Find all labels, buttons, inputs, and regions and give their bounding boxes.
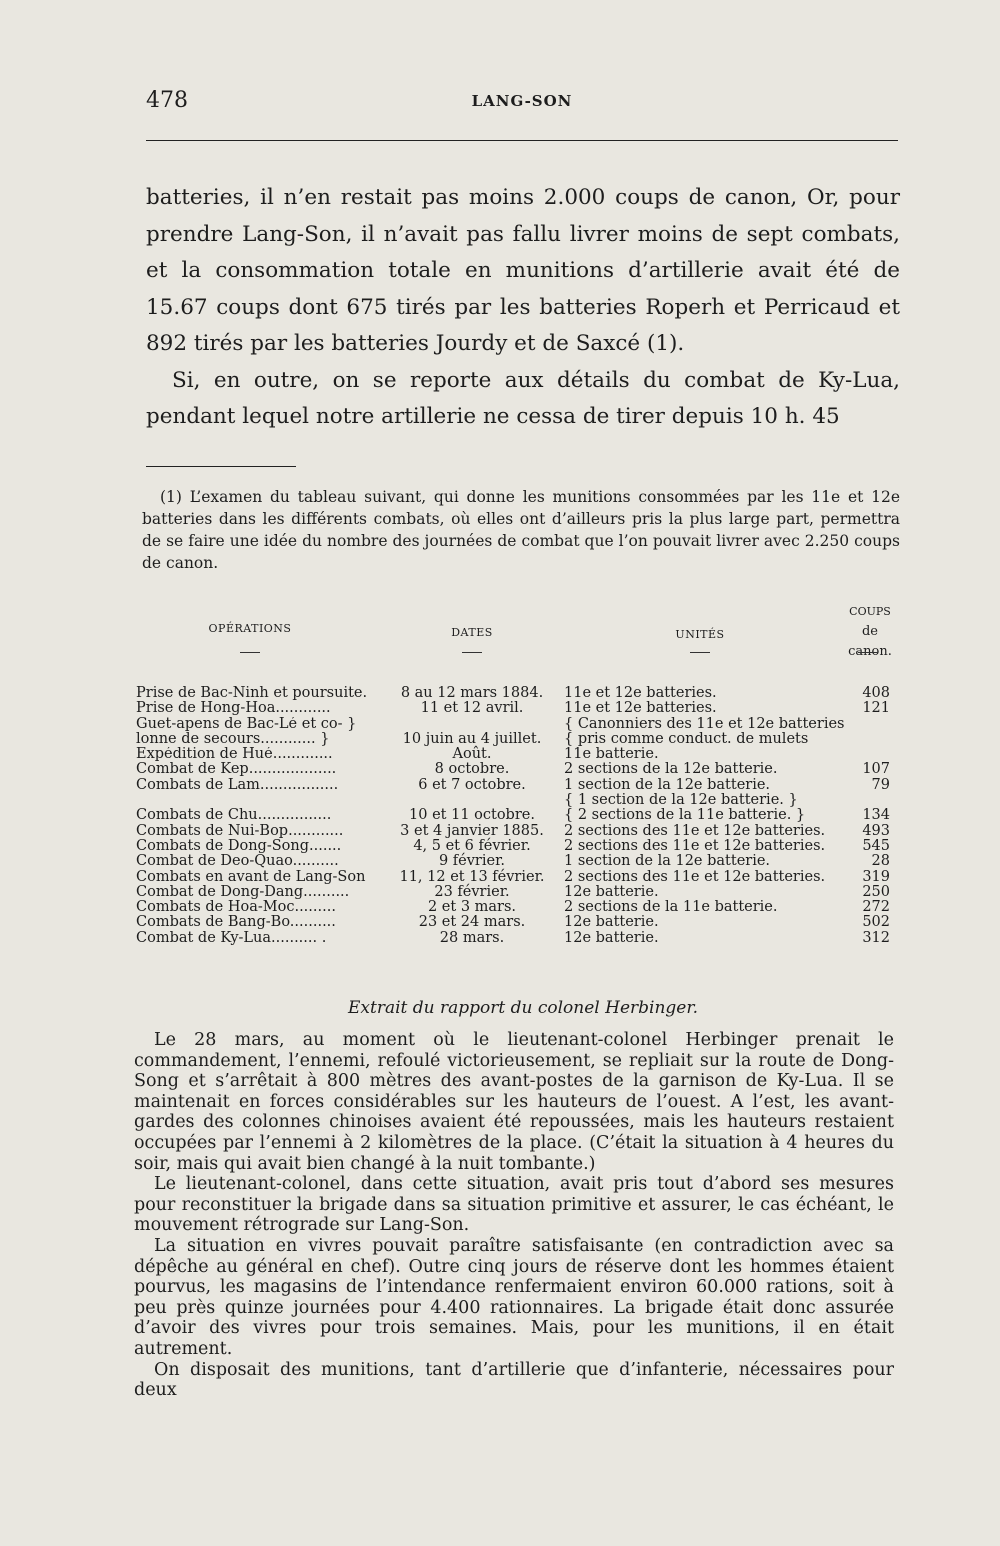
cell-date: 11, 12 et 13 février. [399,868,545,885]
cell-operation: Combats de Nui-Bop............ [136,823,344,839]
cell-operation: Combats de Lam................. [136,777,339,793]
header-coups-line3: canon. [848,644,892,659]
header-coups-line1: COUPS [849,605,891,618]
cell-unit: { pris comme conduct. de mulets [564,730,809,747]
cell-operation: lonne de secours............ } [136,731,330,747]
cell-operation: Prise de Hong-Hoa............ [136,701,331,717]
table-row [130,839,910,854]
cell-unit: { 1 section de la 12e batterie. } [564,792,798,809]
cell-date: 10 juin au 4 juillet. [402,730,542,747]
page-number: 478 [146,88,188,113]
header-rule [146,140,898,141]
column-dash [690,652,710,653]
table-row [130,885,910,900]
cell-unit: 2 sections de la 12e batterie. [564,761,778,778]
cell-coups: 272 [862,899,890,916]
cell-coups: 250 [862,883,890,900]
cell-date: 10 et 11 octobre. [409,807,535,824]
table-row [130,701,910,716]
column-dash [462,652,482,653]
extrait-paragraph: Le lieutenant-colonel, dans cette situation, avait pris tout d’abord ses mesures pour reconstituer la brigade dans sa situation primitive et assurer, le cas échéant, le mouvement rétrograde sur Lang-Son. [134,1174,894,1236]
cell-operation: Combats de Hoa-Moc......... [136,900,336,916]
cell-unit: 1 section de la 12e batterie. [564,776,771,793]
cell-unit: 2 sections des 11e et 12e batteries. [564,822,826,839]
footnote-text: (1) L’examen du tableau suivant, qui donne les munitions consommées par les 11e et 12e batteries dans les différents combats, où elles ont d’ailleurs pris la plus large part, permettra de se faire une idée du nombre des journées de combat que l’on pouvait livrer avec 2.250 coups de canon. [142,488,900,572]
table-row [130,824,910,839]
cell-operation: Combats de Dong-Song....... [136,838,342,854]
munitions-table [130,596,910,976]
main-text [146,180,900,436]
cell-date: 23 et 24 mars. [418,914,526,931]
extrait-title: Extrait du rapport du colonel Herbinger. [347,998,699,1018]
table-row [130,762,910,777]
cell-coups: 107 [862,761,890,778]
table-row [130,915,910,930]
cell-operation: Combats de Chu................ [136,808,332,824]
footnote [142,486,900,574]
table-row [130,793,910,808]
cell-operation: Combats en avant de Lang-Son [136,869,366,885]
cell-unit: 11e batterie. [564,746,659,763]
cell-operation: Combat de Deo-Quao.......... [136,854,339,870]
cell-date: 2 et 3 mars. [427,899,517,916]
cell-unit: 11e et 12e batteries. [564,700,717,717]
cell-coups: 408 [862,685,890,701]
paragraph: batteries, il n’en restait pas moins 2.000 coups de canon, Or, pour prendre Lang-Son, il n’avait pas fallu livrer moins de sept combats, et la consommation totale en munitions d’artillerie avait été de 15.67 coups dont 675 tirés par les batteries Roperh et Perricaud et 892 tirés par les batteries Jourdy et de Saxcé (1). [146,185,900,356]
table-row [130,870,910,885]
cell-date: Août. [452,746,492,763]
cell-operation: Combats de Bang-Bo.......... [136,915,336,931]
cell-date: 6 et 7 octobre. [418,776,526,793]
extrait-paragraph: Le 28 mars, au moment où le lieutenant-colonel Herbinger prenait le commandement, l’ennemi, refoulé victorieusement, se repliait sur la route de Dong-Song et s’arrêtait à 800 mètres des avant-postes de la garnison de Ky-Lua. Il se maintenait en forces considérables sur les hauteurs de l’ouest. A l’est, les avant-gardes des colonnes chinoises avaient été repoussées, mais les hauteurs restaient occupées par l’ennemi à 2 kilomètres de la place. (C’était la situation à 4 heures du soir, mais qui avait bien changé à la nuit tombante.) [134,1030,894,1174]
cell-date: 23 février. [434,883,510,900]
table-row [130,686,910,701]
cell-operation: Expédition de Hué............. [136,747,333,763]
table-row [130,808,910,823]
table-row [130,778,910,793]
table-row [130,732,910,747]
cell-unit: 1 section de la 12e batterie. [564,853,771,870]
extrait-text [134,1030,894,1401]
cell-coups: 134 [862,807,890,824]
extrait-paragraph: On disposait des munitions, tant d’artillerie que d’infanterie, nécessaires pour deux [134,1359,894,1401]
cell-date: 3 et 4 janvier 1885. [400,822,544,839]
header-operations: OPÉRATIONS [208,622,292,635]
cell-operation: Guet-apens de Bac-Lé et co- } [136,716,357,732]
cell-date: 8 octobre. [434,761,510,778]
cell-date: 9 février. [438,853,506,870]
cell-operation: Combat de Kep................... [136,762,337,778]
running-title: LANG-SON [471,92,573,110]
cell-coups: 502 [862,914,890,931]
cell-coups: 319 [862,868,890,885]
cell-coups: 545 [862,837,890,854]
cell-coups: 28 [871,853,890,870]
header-unites: UNITÉS [675,628,725,641]
cell-date: 8 au 12 mars 1884. [400,685,544,701]
cell-unit: 12e batterie. [564,929,659,946]
cell-operation: Combat de Dong-Dang.......... [136,884,350,900]
header-coups [835,602,905,662]
table-body [130,686,910,946]
cell-coups: 493 [862,822,890,839]
header-dates: DATES [451,626,493,639]
table-row [130,717,910,732]
cell-unit: { Canonniers des 11e et 12e batteries [564,715,845,732]
table-row [130,854,910,869]
cell-coups: 312 [862,929,890,946]
cell-date: 28 mars. [439,929,505,946]
cell-unit: 2 sections des 11e et 12e batteries. [564,837,826,854]
header-coups-line2: de [861,624,878,639]
cell-coups: 79 [871,776,890,793]
table-row [130,747,910,762]
column-dash [858,652,878,653]
cell-unit: { 2 sections de la 11e batterie. } [564,807,806,824]
paragraph: Si, en outre, on se reporte aux détails du combat de Ky-Lua, pendant lequel notre artillerie ne cessa de tirer depuis 10 h. 45 [146,367,900,429]
table-row [130,900,910,915]
cell-date: 11 et 12 avril. [420,700,524,717]
cell-unit: 2 sections de la 11e batterie. [564,899,778,916]
table-row [130,931,910,946]
cell-date: 4, 5 et 6 février. [413,837,531,854]
cell-unit: 11e et 12e batteries. [564,685,717,701]
extrait-paragraph: La situation en vivres pouvait paraître satisfaisante (en contradiction avec sa dépêche au général en chef). Outre cinq jours de réserve dont les hommes étaient pourvus, les magasins de l’intendance renfermaient environ 60.000 rations, soit à peu près quinze journées pour 4.400 rationnaires. La brigade était donc assurée d’avoir des vivres pour trois semaines. Mais, pour les munitions, il en était autrement. [134,1235,894,1359]
cell-unit: 2 sections des 11e et 12e batteries. [564,868,826,885]
cell-coups: 121 [862,700,890,717]
page-header [146,88,898,118]
column-dash [240,652,260,653]
cell-unit: 12e batterie. [564,914,659,931]
footnote-rule [146,466,296,467]
cell-operation: Prise de Bac-Ninh et poursuite. [136,686,368,701]
cell-operation: Combat de Ky-Lua.......... . [136,930,327,946]
cell-unit: 12e batterie. [564,883,659,900]
